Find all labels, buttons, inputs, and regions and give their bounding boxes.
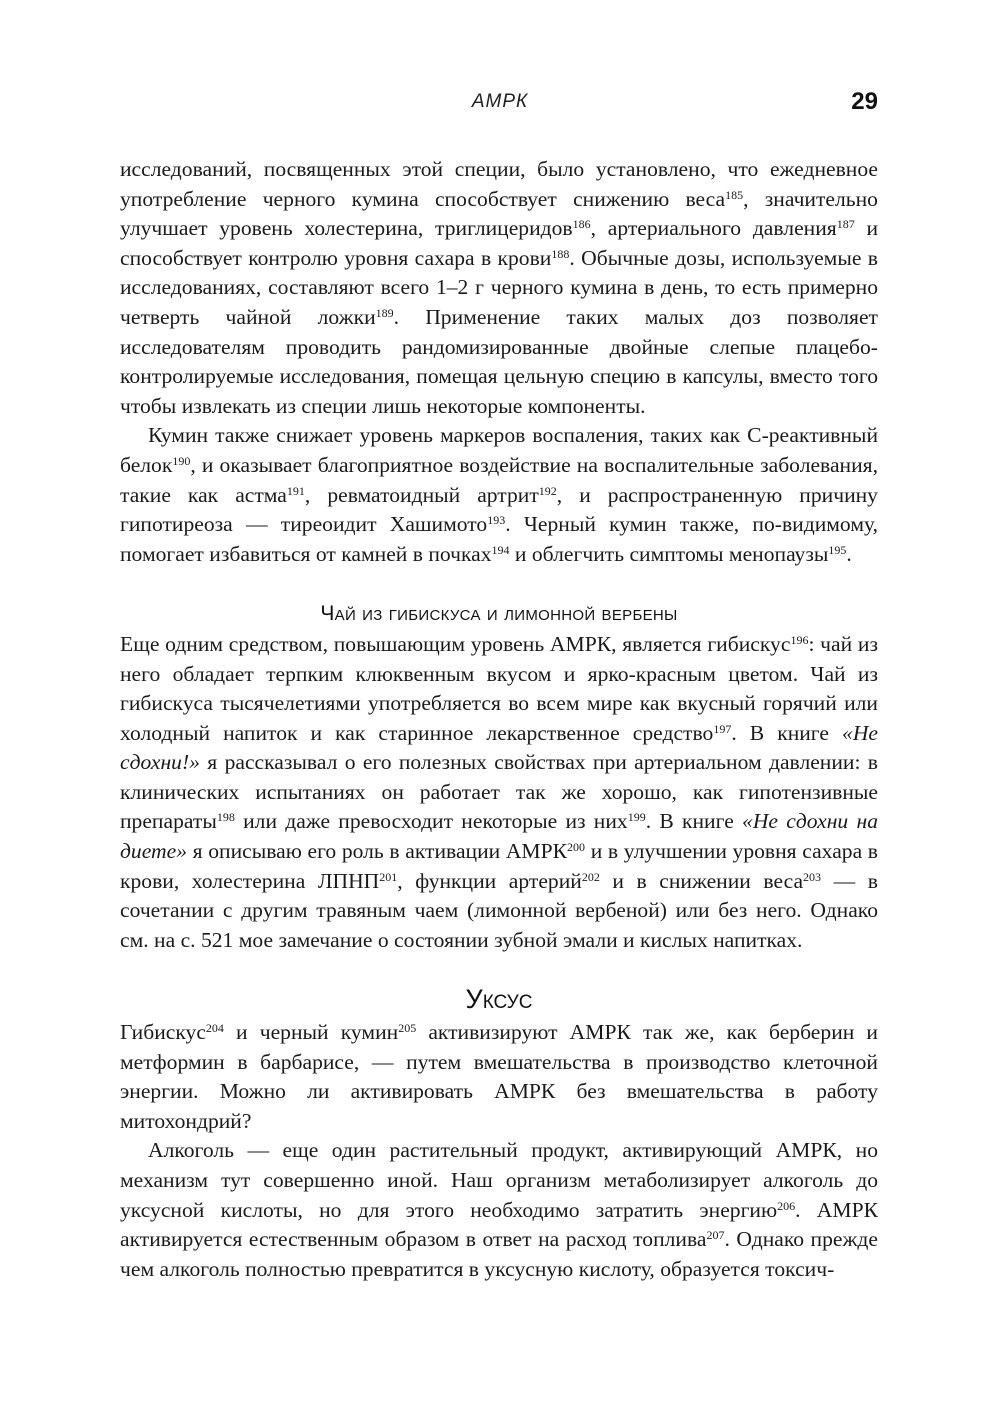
paragraph-hibiscus (120, 630, 878, 956)
text-run: . Черный кумин также, по-видимому, помогает избавиться от камней в почках (120, 512, 879, 566)
text-run: . (846, 541, 852, 566)
text-run: я рассказывал о его полезных свойствах при артериальном давлении: в клинических испытаниях он работает так же хорошо, как гипотензивные препараты (120, 750, 878, 834)
text-run: . Применение таких малых доз позволяет исследователям проводить рандомизированные двойные слепые плацебо-контролируемые исследования, помещая цельную специю в капсулы, вместо того чтобы извлекать из специи лишь некоторые компоненты. (120, 304, 878, 418)
text-run: или даже превосходит некоторые из них (234, 809, 628, 834)
text-run: , ревматоидный артрит (304, 482, 539, 507)
text-run: , функции артерий (397, 868, 582, 893)
text-run: Алкоголь — еще один растительный продукт, активирующий АМРК, но механизм тут совершенно иной. Наш организм метаболизирует алкоголь до уксусной кислоты, но для этого необходимо затратить энергию (120, 1138, 878, 1222)
footnote-ref: 191 (286, 483, 305, 498)
text-run: исследований, посвященных этой специи, было установлено, что ежедневное употребление черного кумина способствует снижению веса (120, 157, 878, 211)
section-heading-hibiscus: Чай из гибискуса и лимонной вербены (320, 602, 678, 626)
footnote-ref: 186 (572, 217, 591, 232)
footnote-ref: 207 (706, 1228, 725, 1243)
text-run: . Обычные дозы, используемые в исследованиях, составляют всего 1–2 г черного кумина в день, то есть примерно четверть чайной ложки (120, 245, 878, 329)
footnote-ref: 202 (581, 869, 600, 884)
text-run: , значительно улучшает уровень холестерина, триглицеридов (120, 186, 878, 241)
text-run: — в сочетании с другим травяным чаем (лимонной вербеной) или без него. Однако см. на с. 521 мое замечание о состоянии зубной эмали и кислых напитках. (120, 868, 878, 952)
book-title: «Не сдохни на диете» (120, 809, 878, 864)
text-run: , и оказывает благоприятное воздействие на воспалительные заболевания, такие как астма (120, 452, 878, 507)
footnote-ref: 194 (491, 542, 510, 557)
footnote-ref: 190 (172, 453, 191, 468)
paragraph-alcohol (120, 1136, 878, 1284)
footnote-ref: 203 (803, 869, 822, 884)
text-run: и облегчить симптомы менопаузы (509, 541, 829, 566)
text-run: . В книге (731, 720, 843, 745)
text-run: активизируют АМРК так же, как берберин и метформин в барбарисе, — путем вмешательства в производство клеточной энергии. Можно ли активировать АМРК без вмешательства в работу митохондрий? (120, 1020, 878, 1133)
text-run: : чай из него обладает терпким клюквенным вкусом и ярко-красным цветом. Чай из гибискуса тысячелетиями употребляется во всем мире как вкусный горячий или холодный напиток и как старинное лекарственное средство (120, 631, 878, 745)
footnote-ref: 200 (567, 840, 586, 855)
footnote-ref: 205 (398, 1021, 417, 1036)
page-body (120, 155, 878, 1284)
text-run: и в улучшении уровня сахара в крови, холестерина ЛПНП (120, 839, 878, 893)
footnote-ref: 185 (725, 187, 744, 202)
footnote-ref: 201 (379, 869, 398, 884)
footnote-ref: 195 (828, 542, 847, 557)
text-run: Кумин также снижает уровень маркеров воспаления, таких как С-реактивный белок (120, 423, 878, 477)
footnote-ref: 206 (777, 1198, 796, 1213)
text-run: . Однако прежде чем алкоголь полностью превратится в уксусную кислоту, образуется токсич- (120, 1227, 878, 1281)
paragraph-ampk-mechanism (120, 1018, 878, 1136)
text-run: , артериального давления (590, 216, 837, 241)
footnote-ref: 197 (713, 721, 732, 736)
book-title: «Не сдохни!» (120, 720, 878, 775)
paragraph-black-cumin-studies (120, 155, 878, 421)
footnote-ref: 199 (627, 810, 646, 825)
text-run: и способствует контролю уровня сахара в крови (120, 216, 878, 270)
footnote-ref: 189 (375, 305, 394, 320)
text-run: Еще одним средством, повышающим уровень АМРК, является гибискус (120, 631, 791, 656)
text-run: и черный кумин (223, 1020, 399, 1045)
text-run: , и распространенную причину гипотиреоза — тиреоидит Хашимото (120, 482, 878, 537)
footnote-ref: 187 (836, 217, 855, 232)
text-run: Гибискус (120, 1020, 206, 1045)
paragraph-cumin-inflammation (120, 421, 878, 569)
text-run: я описываю его роль в активации АМРК (187, 839, 568, 864)
footnote-ref: 192 (538, 483, 557, 498)
footnote-ref: 204 (205, 1021, 224, 1036)
footnote-ref: 188 (551, 246, 570, 261)
running-header (0, 88, 1000, 118)
footnote-ref: 198 (216, 810, 235, 825)
footnote-ref: 196 (790, 632, 809, 647)
text-run: и в снижении веса (599, 868, 804, 893)
text-run: . АМРК активируется естественным образом в ответ на расход топлива (120, 1197, 878, 1252)
page-number: 29 (851, 88, 878, 115)
running-title: АМРК (471, 91, 529, 112)
footnote-ref: 193 (487, 513, 506, 528)
text-run: . В книге (645, 809, 743, 834)
section-heading-vinegar: Уксус (465, 984, 533, 1015)
